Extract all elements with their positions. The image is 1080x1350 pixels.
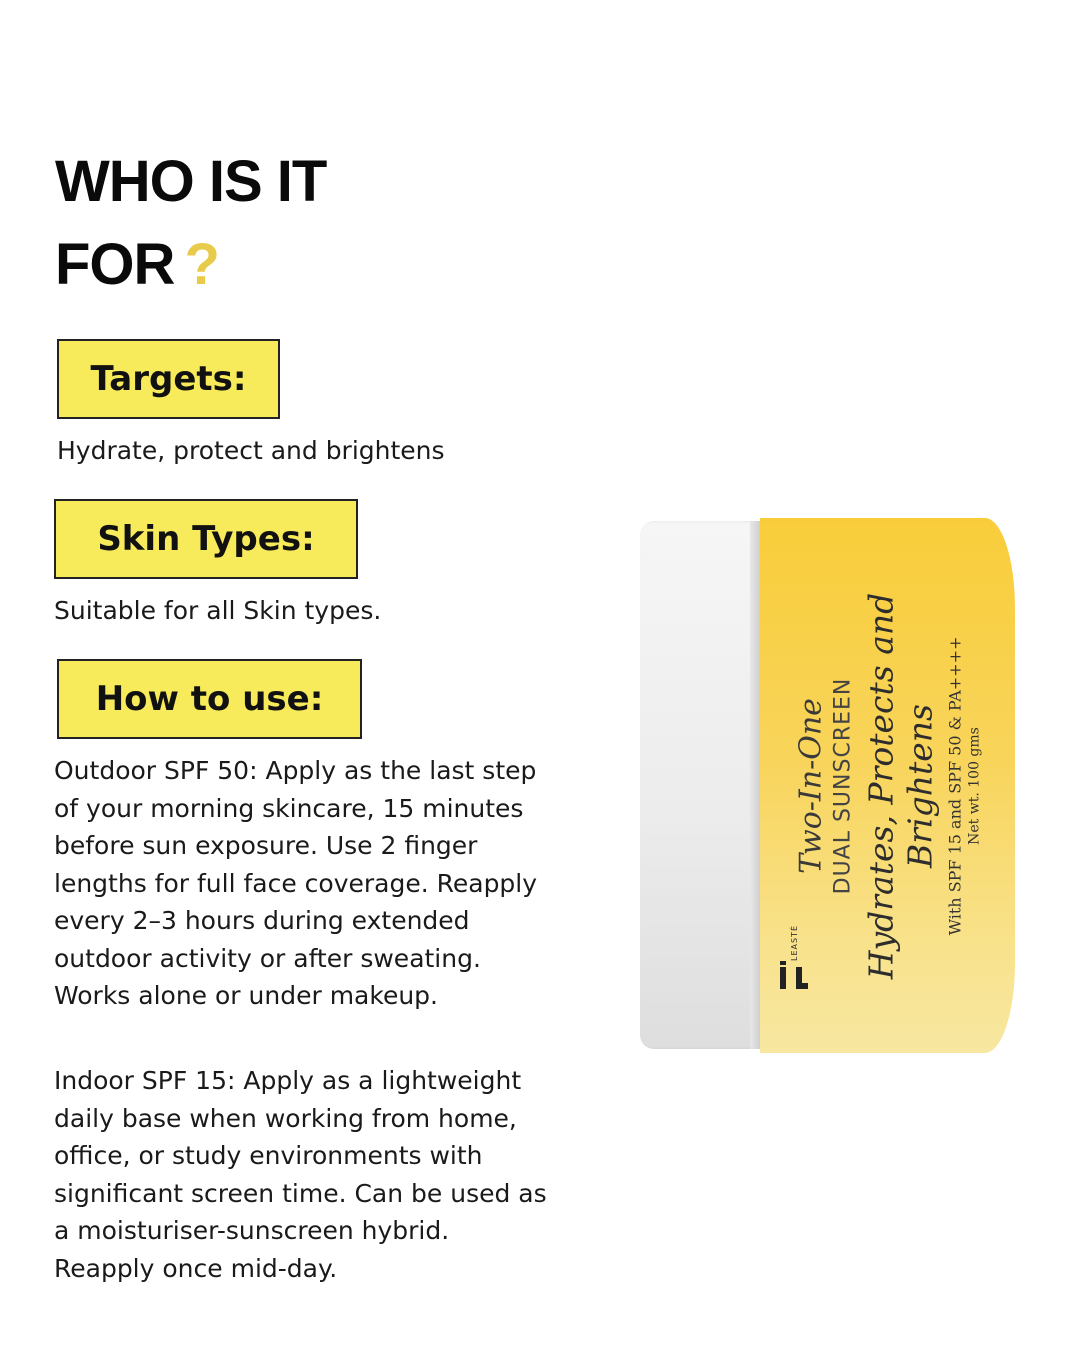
title-line-1: WHO IS IT xyxy=(55,149,327,214)
jar-product-name: Two-In-One xyxy=(793,697,828,874)
page-title xyxy=(55,140,326,306)
jar-tagline: Hydrates, Protects and Brightens xyxy=(861,592,939,979)
skin-types-label: Skin Types: xyxy=(54,499,358,579)
jar-lid-edge xyxy=(750,521,760,1049)
outdoor-instructions: Outdoor SPF 50: Apply as the last step of your morning skincare, 15 minutes before sun exposure. Use 2 finger lengths for full face coverage. Reapply every 2–3 hours during extended outdoor activity or after sweating. Works alone or under makeup. xyxy=(54,756,538,1010)
jar-weight: Net wt. 100 gms xyxy=(966,726,982,845)
question-mark: ? xyxy=(184,232,219,297)
indoor-instructions: Indoor SPF 15: Apply as a lightweight daily base when working from home, office, or study environments with significant screen time. Can be used as a moisturiser-sunscreen hybrid. Reapply once mid-day. xyxy=(54,1066,547,1283)
how-to-use-label: How to use: xyxy=(57,659,362,739)
jar-spf: With SPF 15 and SPF 50 & PA++++ xyxy=(945,636,964,935)
targets-label: Targets: xyxy=(57,339,280,419)
jar-label xyxy=(760,518,1015,1053)
brand-logo-icon xyxy=(776,921,810,991)
skin-types-text: Suitable for all Skin types. xyxy=(54,596,382,625)
jar-product-type: DUAL SUNSCREEN xyxy=(830,677,855,894)
brand-name: LEASTÉ xyxy=(790,924,799,961)
targets-text: Hydrate, protect and brightens xyxy=(57,436,445,465)
title-word-for: FOR xyxy=(55,232,175,297)
jar-label-text xyxy=(793,536,982,1036)
jar-lid xyxy=(640,521,762,1049)
title-line-2 xyxy=(55,223,326,306)
sunscreen-jar-image xyxy=(640,518,1010,1053)
